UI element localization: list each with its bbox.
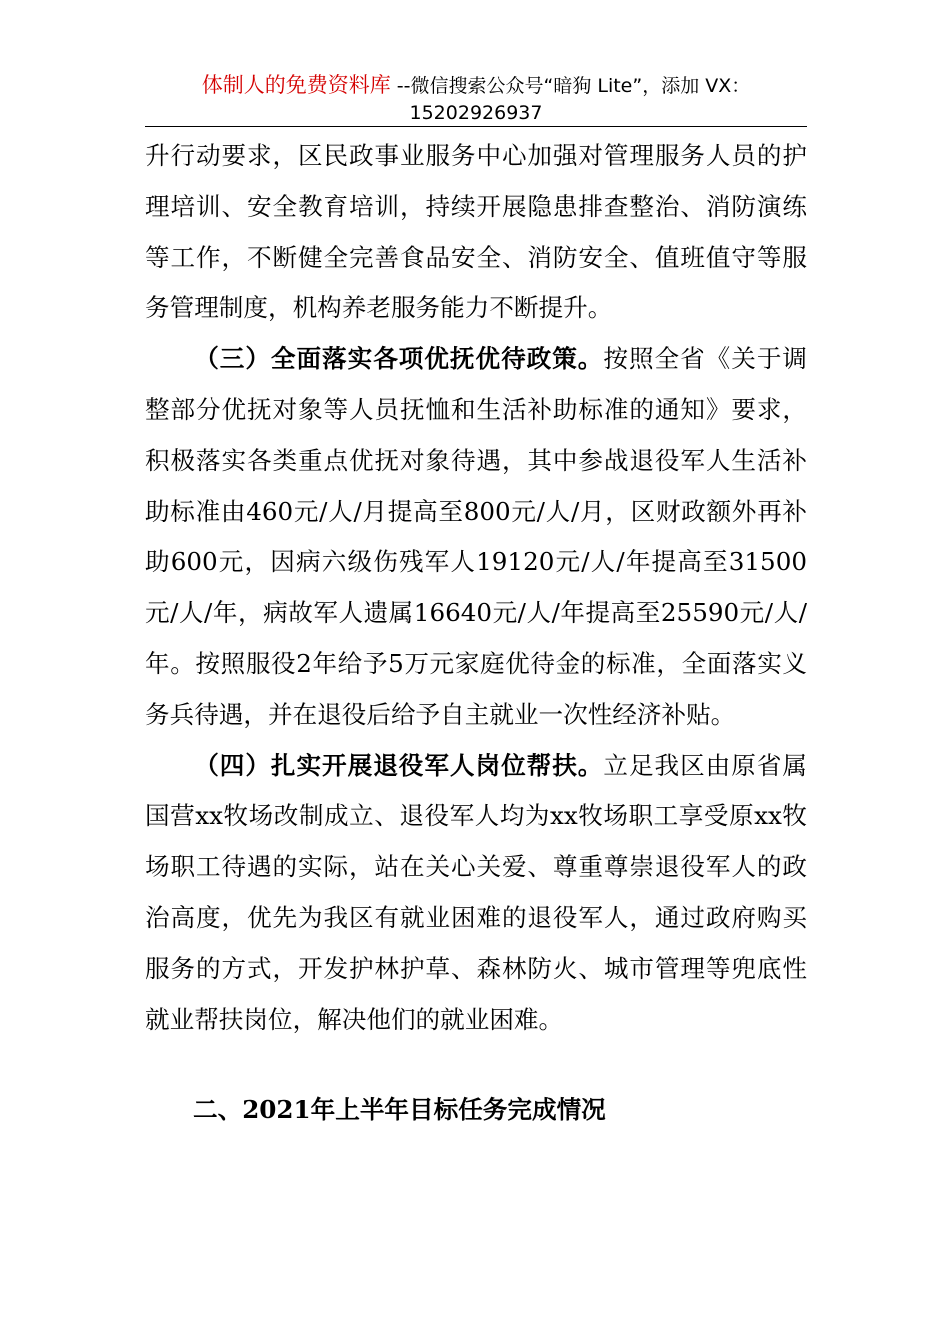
paragraph-text: 按照全省《关于调整部分优抚对象等人员抚恤和生活补助标准的通知》要求，积极落实各类重点优抚对象待遇，其中参战退役军人生活补助标准由460元/人/月提高至800元/人/月，区财政额外再补助600元，因病六级伤残军人19120元/人/年提高至31500元/人/年，病故军人遗属16640元/人/年提高至25590元/人/年。按照服役2年给予5万元家庭优待金的标准，全面落实义务兵待遇，并在退役后给予自主就业一次性经济补贴。 xyxy=(145,344,807,729)
paragraph-text: 升行动要求，区民政事业服务中心加强对管理服务人员的护理培训、安全教育培训，持续开展隐患排查整治、消防演练等工作，不断健全完善食品安全、消防安全、值班值守等服务管理制度，机构养老服务能力不断提升。 xyxy=(145,141,807,323)
paragraph-lead: （四）扎实开展退役军人岗位帮扶。 xyxy=(194,750,604,780)
header-phone: 15202926937 xyxy=(409,102,543,124)
section-heading: 二、2021年上半年目标任务完成情况 xyxy=(193,1095,606,1124)
page-header xyxy=(145,72,807,127)
header-line-1 xyxy=(145,72,807,100)
document-body xyxy=(145,131,807,1045)
header-brand: 体制人的免费资料库 xyxy=(201,73,391,97)
paragraph-lead: （三）全面落实各项优抚优待政策。 xyxy=(194,344,604,374)
header-divider xyxy=(145,126,807,127)
paragraph-intro xyxy=(145,131,807,334)
paragraph-text: 立足我区由原省属国营xx牧场改制成立、退役军人均为xx牧场职工享受原xx牧场职工待遇的实际，站在关心关爱、尊重尊崇退役军人的政治高度，优先为我区有就业困难的退役军人，通过政府购买服务的方式，开发护林护草、森林防火、城市管理等兜底性就业帮扶岗位，解决他们的就业困难。 xyxy=(145,750,807,1034)
paragraph-section-4 xyxy=(145,741,807,1046)
header-info: --微信搜索公众号“暗狗 Lite”，添加 VX： xyxy=(390,75,751,97)
paragraph-section-3 xyxy=(145,334,807,740)
